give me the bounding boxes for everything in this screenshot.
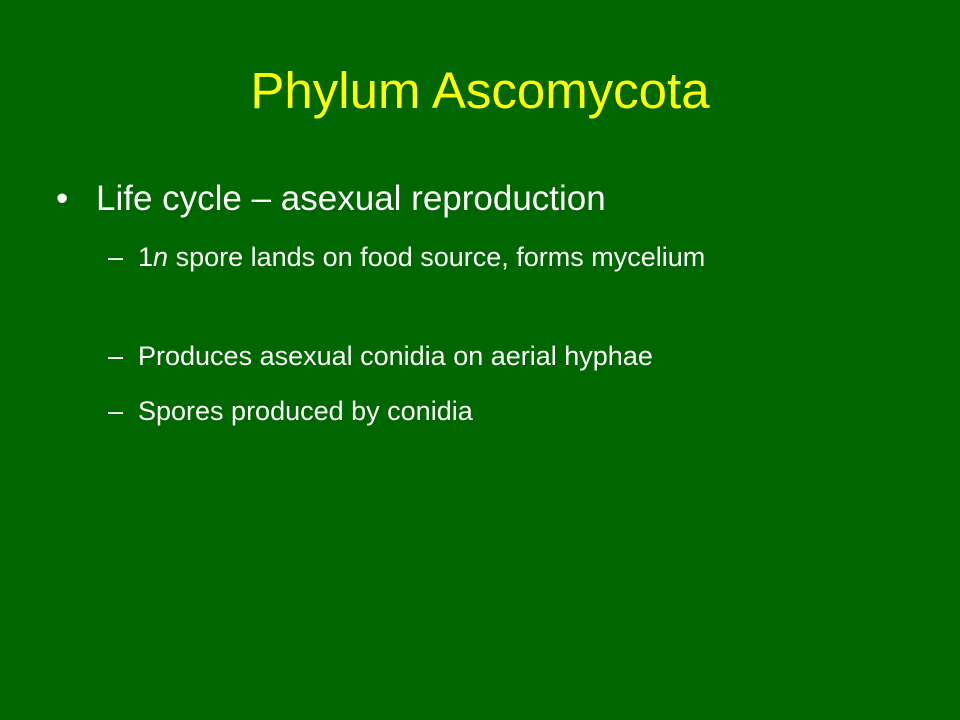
ploidy-italic: n (153, 242, 169, 272)
sub-bullet-marker: – (108, 341, 124, 371)
slide-title: Phylum Ascomycota (250, 62, 710, 119)
sub-bullet-text: Produces asexual conidia on aerial hyphae (138, 341, 653, 371)
sub-bullet-text (138, 240, 878, 274)
sub-bullet-rest: spore lands on food source, forms mycelium (168, 242, 706, 272)
bullet-marker: • (56, 179, 69, 218)
sub-bullet-marker: – (108, 242, 124, 272)
sub-bullet-text: Spores produced by conidia (138, 396, 473, 426)
bullet-text: Life cycle – asexual reproduction (96, 179, 606, 218)
sub-bullet-marker: – (108, 396, 124, 426)
ploidy-number: 1 (138, 242, 154, 272)
